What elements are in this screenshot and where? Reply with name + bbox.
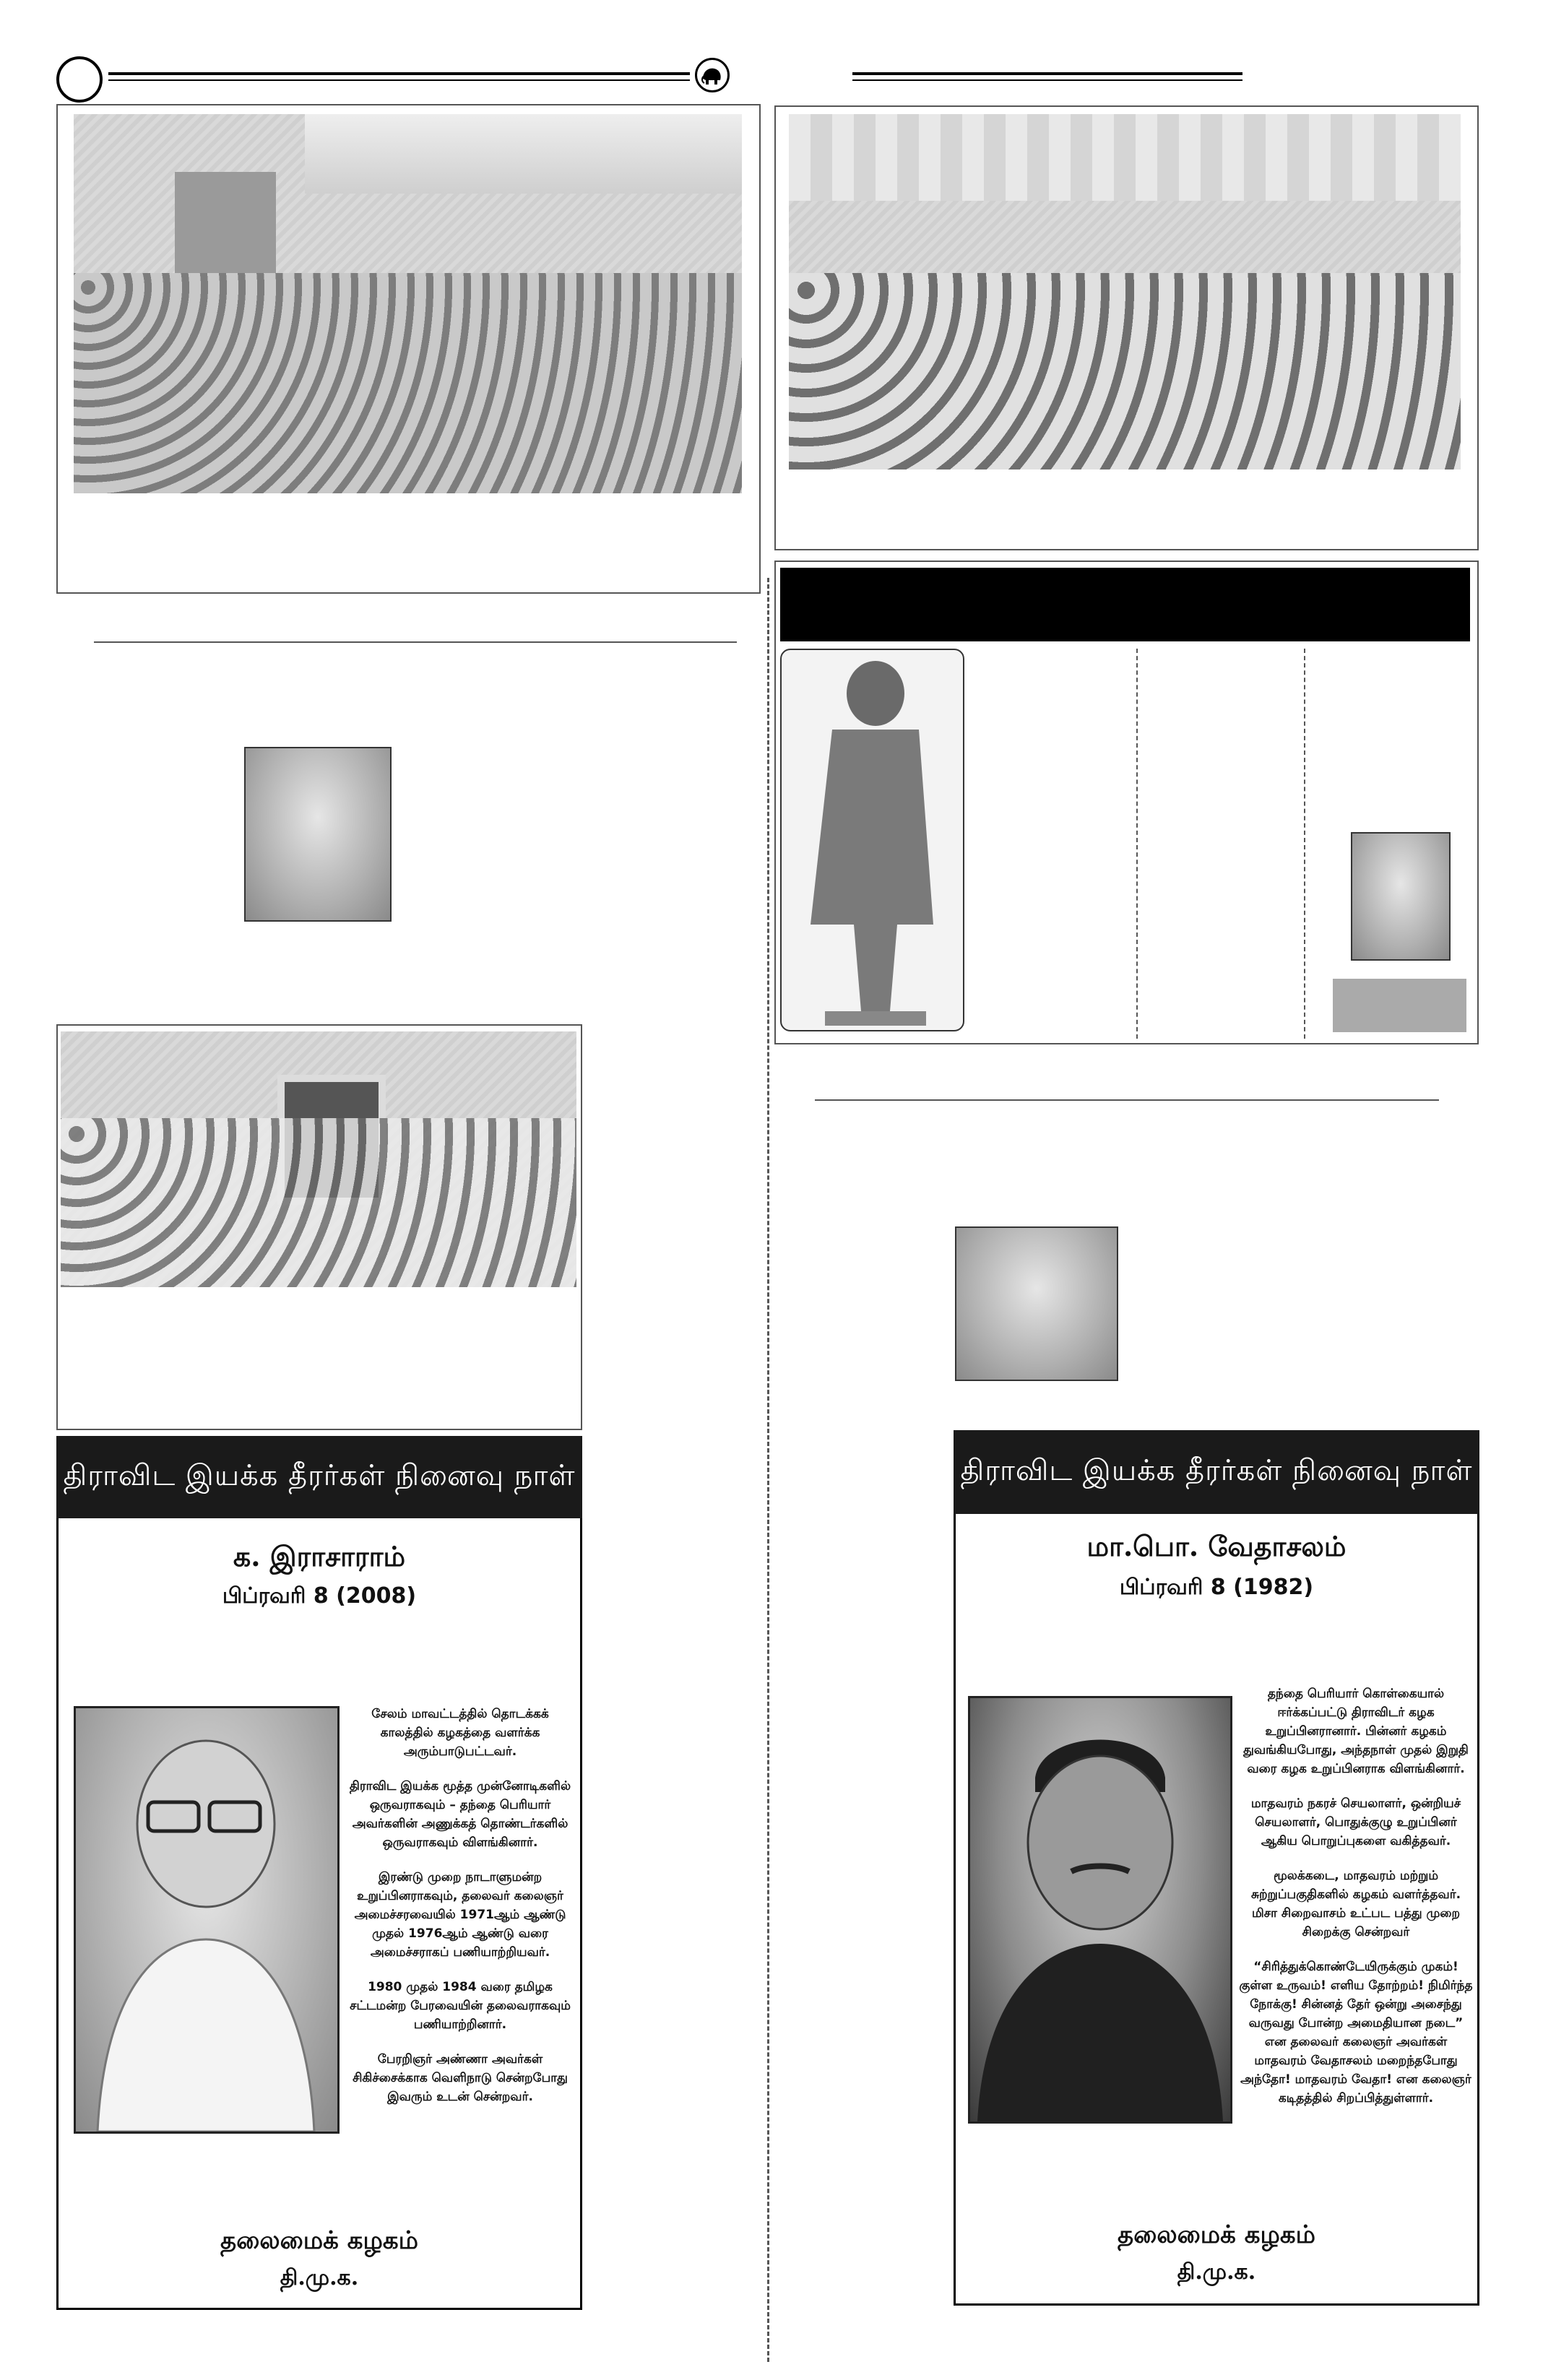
article-rule-left xyxy=(94,641,737,643)
crowd-meeting-photo xyxy=(74,114,742,493)
article-column-rule-2 xyxy=(1304,649,1305,1039)
leader-portrait-left xyxy=(244,747,392,922)
page-number-circle xyxy=(56,56,103,103)
memorial-portrait-right xyxy=(968,1696,1232,2124)
memorial-heading-right: திராவிட இயக்க தீரர்கள் நினைவு நாள் xyxy=(954,1430,1479,1514)
header-rule-left-thin xyxy=(108,79,690,81)
bio-paragraph: மாதவரம் நகரச் செயலாளர், ஒன்றியச் செயலாளர், பொதுக்குழு உறுப்பினர் ஆகிய பொறுப்புகளை வகித்தவர். xyxy=(1250,1796,1461,1848)
leader-portrait-right xyxy=(955,1226,1118,1381)
memorial-footer-left-line1: தலைமைக் கழகம் xyxy=(220,2226,418,2255)
bio-paragraph: தந்தை பெரியார் கொள்கையால் ஈர்க்கப்பட்டு திராவிடர் கழக உறுப்பினரானார். பின்னர் கழகம் துவங்கியபோது, அந்தநாள் முதல் இறுதி வரை கழக உறுப்பினராக விளங்கினார். xyxy=(1243,1687,1469,1776)
stage-dignitaries-photo xyxy=(789,114,1461,469)
bio-paragraph: 1980 முதல் 1984 வரை தமிழக சட்டமன்ற பேரவையின் தலைவராகவும் பணியாற்றினார். xyxy=(350,1980,571,2032)
memorial-footer-left-line2: தி.மு.க. xyxy=(280,2265,359,2290)
article-rule-right xyxy=(815,1099,1439,1101)
header-rule-right xyxy=(852,72,1242,75)
crowd xyxy=(74,273,742,493)
podium xyxy=(175,172,276,273)
memorial-footer-right-line2: தி.மு.க. xyxy=(1177,2259,1256,2285)
memorial-footer-right-line1: தலைமைக் கழகம் xyxy=(1118,2220,1315,2249)
grey-caption-box xyxy=(1333,979,1466,1032)
elder-portrait-figure xyxy=(76,1708,337,2132)
header-rule-right-thin xyxy=(852,79,1242,81)
stage-banner xyxy=(305,114,742,194)
statue-figure xyxy=(782,650,963,1030)
bio-paragraph: பேரறிஞர் அண்ணா அவர்கள் சிகிச்சைக்காக வெளிநாடு சென்றபோது இவரும் உடன் சென்றவர். xyxy=(353,2052,568,2104)
stage-backdrop xyxy=(789,114,1461,201)
column-divider xyxy=(767,578,769,2362)
memorial-date-right: பிப்ரவரி 8 (1982) xyxy=(1119,1575,1314,1600)
memorial-name-left: க. இராசாராம் xyxy=(233,1540,406,1572)
portrait-tribute-photo xyxy=(61,1031,576,1287)
memorial-name-right: மா.பொ. வேதாசலம் xyxy=(1086,1530,1347,1562)
memorial-date-left: பிப்ரவரி 8 (2008) xyxy=(222,1583,417,1609)
bio-paragraph: திராவிட இயக்க மூத்த முன்னோடிகளில் ஒருவராகவும் – தந்தை பெரியார் அவர்களின் அணுக்கத் தொண்டர்களில் ஒருவராகவும் விளங்கினார். xyxy=(349,1779,571,1850)
seated-rows xyxy=(789,273,1461,469)
article-column-rule-1 xyxy=(1136,649,1138,1039)
memorial-portrait-left xyxy=(74,1706,340,2134)
article-headline-bar xyxy=(780,568,1470,641)
bio-paragraph: மூலக்கடை, மாதவரம் மற்றும் சுற்றுப்பகுதிகளில் கழகம் வளர்த்தவர். மிசா சிறைவாசம் உட்பட பத்து முறை சிறைக்கு சென்றவர் xyxy=(1250,1869,1461,1939)
header-rule-left xyxy=(108,72,690,75)
memorial-heading-left: திராவிட இயக்க தீரர்கள் நினைவு நாள் xyxy=(56,1436,582,1518)
bio-paragraph: “சிரித்துக்கொண்டேயிருக்கும் முகம்! குள்ள உருவம்! எளிய தோற்றம்! நிமிர்ந்த நோக்கு! சின்னத் தேர் ஒன்று அசைந்து வருவது போன்ற அமைதியான நடை” என தலைவர் கலைஞர் அவர்கள் மாதவரம் வேதாசலம் மறைந்தபோது அந்தோ! மாதவரம் வேதா! என கலைஞர் கடிதத்தில் சிறப்பித்துள்ளார். xyxy=(1239,1960,1473,2106)
rising-sun-elephant-icon xyxy=(695,58,730,92)
memorial-bio-left xyxy=(345,1705,575,2122)
statue-photo xyxy=(780,649,964,1031)
bio-paragraph: இரண்டு முறை நாடாளுமன்ற உறுப்பினராகவும், தலைவர் கலைஞர் அமைச்சரவையில் 1971ஆம் ஆண்டு முதல் 1976ஆம் ஆண்டு வரை அமைச்சராகப் பணியாற்றியவர். xyxy=(354,1870,566,1960)
bio-paragraph: சேலம் மாவட்டத்தில் தொடக்கக் காலத்தில் கழகத்தை வளர்க்க அரும்பாடுபட்டவர். xyxy=(371,1707,549,1759)
tribute-attendees xyxy=(61,1118,576,1287)
author-portrait-small xyxy=(1351,832,1451,961)
memorial-bio-right xyxy=(1237,1684,1475,2124)
memorial-portrait-figure xyxy=(970,1698,1230,2121)
